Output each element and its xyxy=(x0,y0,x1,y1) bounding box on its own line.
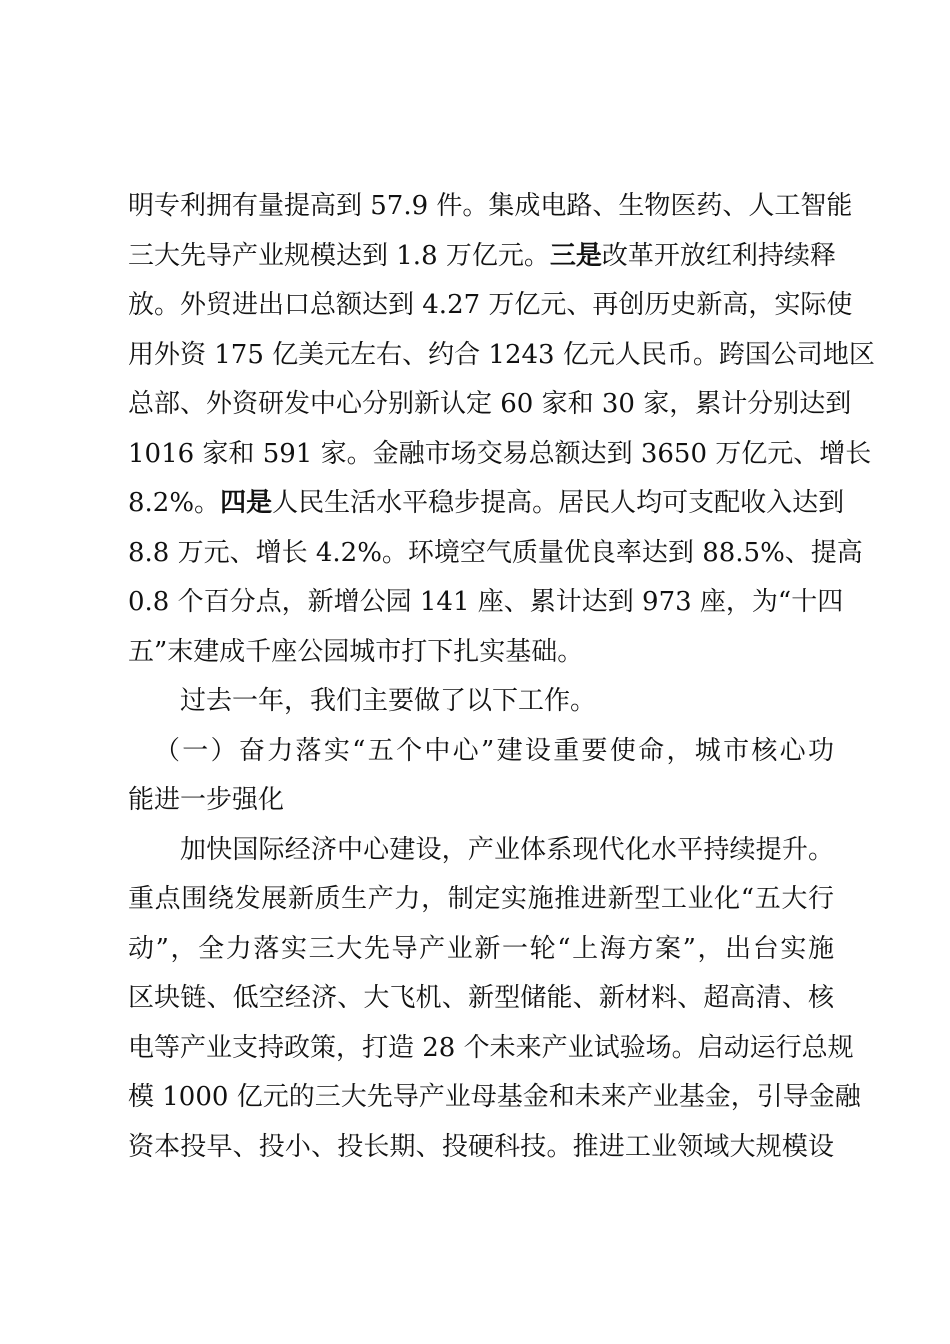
text-run: 人民生活水平稳步提高。居民人均可支配收入达到 xyxy=(272,488,845,518)
heading-line: 能进一步强化 xyxy=(128,785,285,815)
document-body xyxy=(128,182,875,1172)
text-line: 模 1000 亿元的三大先导产业母基金和未来产业基金，引导金融 xyxy=(128,1082,861,1112)
text-line: 重点围绕发展新质生产力，制定实施推进新型工业化“五大行 xyxy=(128,884,834,914)
text-line: 区块链、低空经济、大飞机、新型储能、新材料、超高清、核 xyxy=(128,983,834,1013)
text-line xyxy=(128,331,875,381)
text-run: 1016 家和 591 家。金融市场交易总额达到 3650 万亿元、增长 xyxy=(128,438,872,469)
text-run: 总部、外资研发中心分别新认定 60 家和 30 家，累计分别达到 xyxy=(128,389,852,419)
text-line: 加快国际经济中心建设，产业体系现代化水平持续提升。 xyxy=(180,834,834,865)
text-line xyxy=(128,430,872,480)
text-line xyxy=(128,479,845,529)
text-run: 8.2%。 xyxy=(128,488,221,518)
text-line: 动”，全力落实三大先导产业新一轮“上海方案”，出台实施 xyxy=(128,933,834,964)
text-line xyxy=(128,529,863,579)
text-line xyxy=(128,281,853,331)
text-run: 用外资 175 亿美元左右、约合 1243 亿元人民币。跨国公司地区 xyxy=(128,339,875,370)
text-run: 0.8 个百分点，新增公园 141 座、累计达到 973 座，为“十四 xyxy=(128,587,844,617)
text-line: 资本投早、投小、投长期、投硬科技。推进工业领域大规模设 xyxy=(128,1131,834,1162)
text-run: 改革开放红利持续释 xyxy=(601,240,836,271)
section-heading xyxy=(128,727,834,826)
text-run: 放。外贸进出口总额达到 4.27 万亿元、再创历史新高，实际使 xyxy=(128,290,853,320)
text-run: 五”末建成千座公园城市打下扎实基础。 xyxy=(128,636,584,667)
text-line xyxy=(128,628,834,678)
bold-marker: 三是 xyxy=(549,240,602,271)
text-run: 明专利拥有量提高到 57.9 件。集成电路、生物医药、人工智能 xyxy=(128,191,853,221)
text-run: 三大先导产业规模达到 1.8 万亿元。 xyxy=(128,240,550,271)
heading-line: （一）奋力落实“五个中心”建设重要使命，城市核心功 xyxy=(154,735,834,766)
text-line: 过去一年，我们主要做了以下工作。 xyxy=(180,686,597,716)
paragraph-economic-center xyxy=(128,826,861,1173)
paragraph-transition xyxy=(128,677,834,727)
text-line xyxy=(128,182,853,232)
text-line: 电等产业支持政策，打造 28 个未来产业试验场。启动运行总规 xyxy=(128,1032,854,1063)
paragraph-achievements xyxy=(128,182,875,677)
text-line xyxy=(128,578,844,628)
bold-marker: 四是 xyxy=(220,488,273,518)
text-run: 8.8 万元、增长 4.2%。环境空气质量优良率达到 88.5%、提高 xyxy=(128,537,863,568)
text-line xyxy=(128,232,834,282)
text-line xyxy=(128,380,852,430)
